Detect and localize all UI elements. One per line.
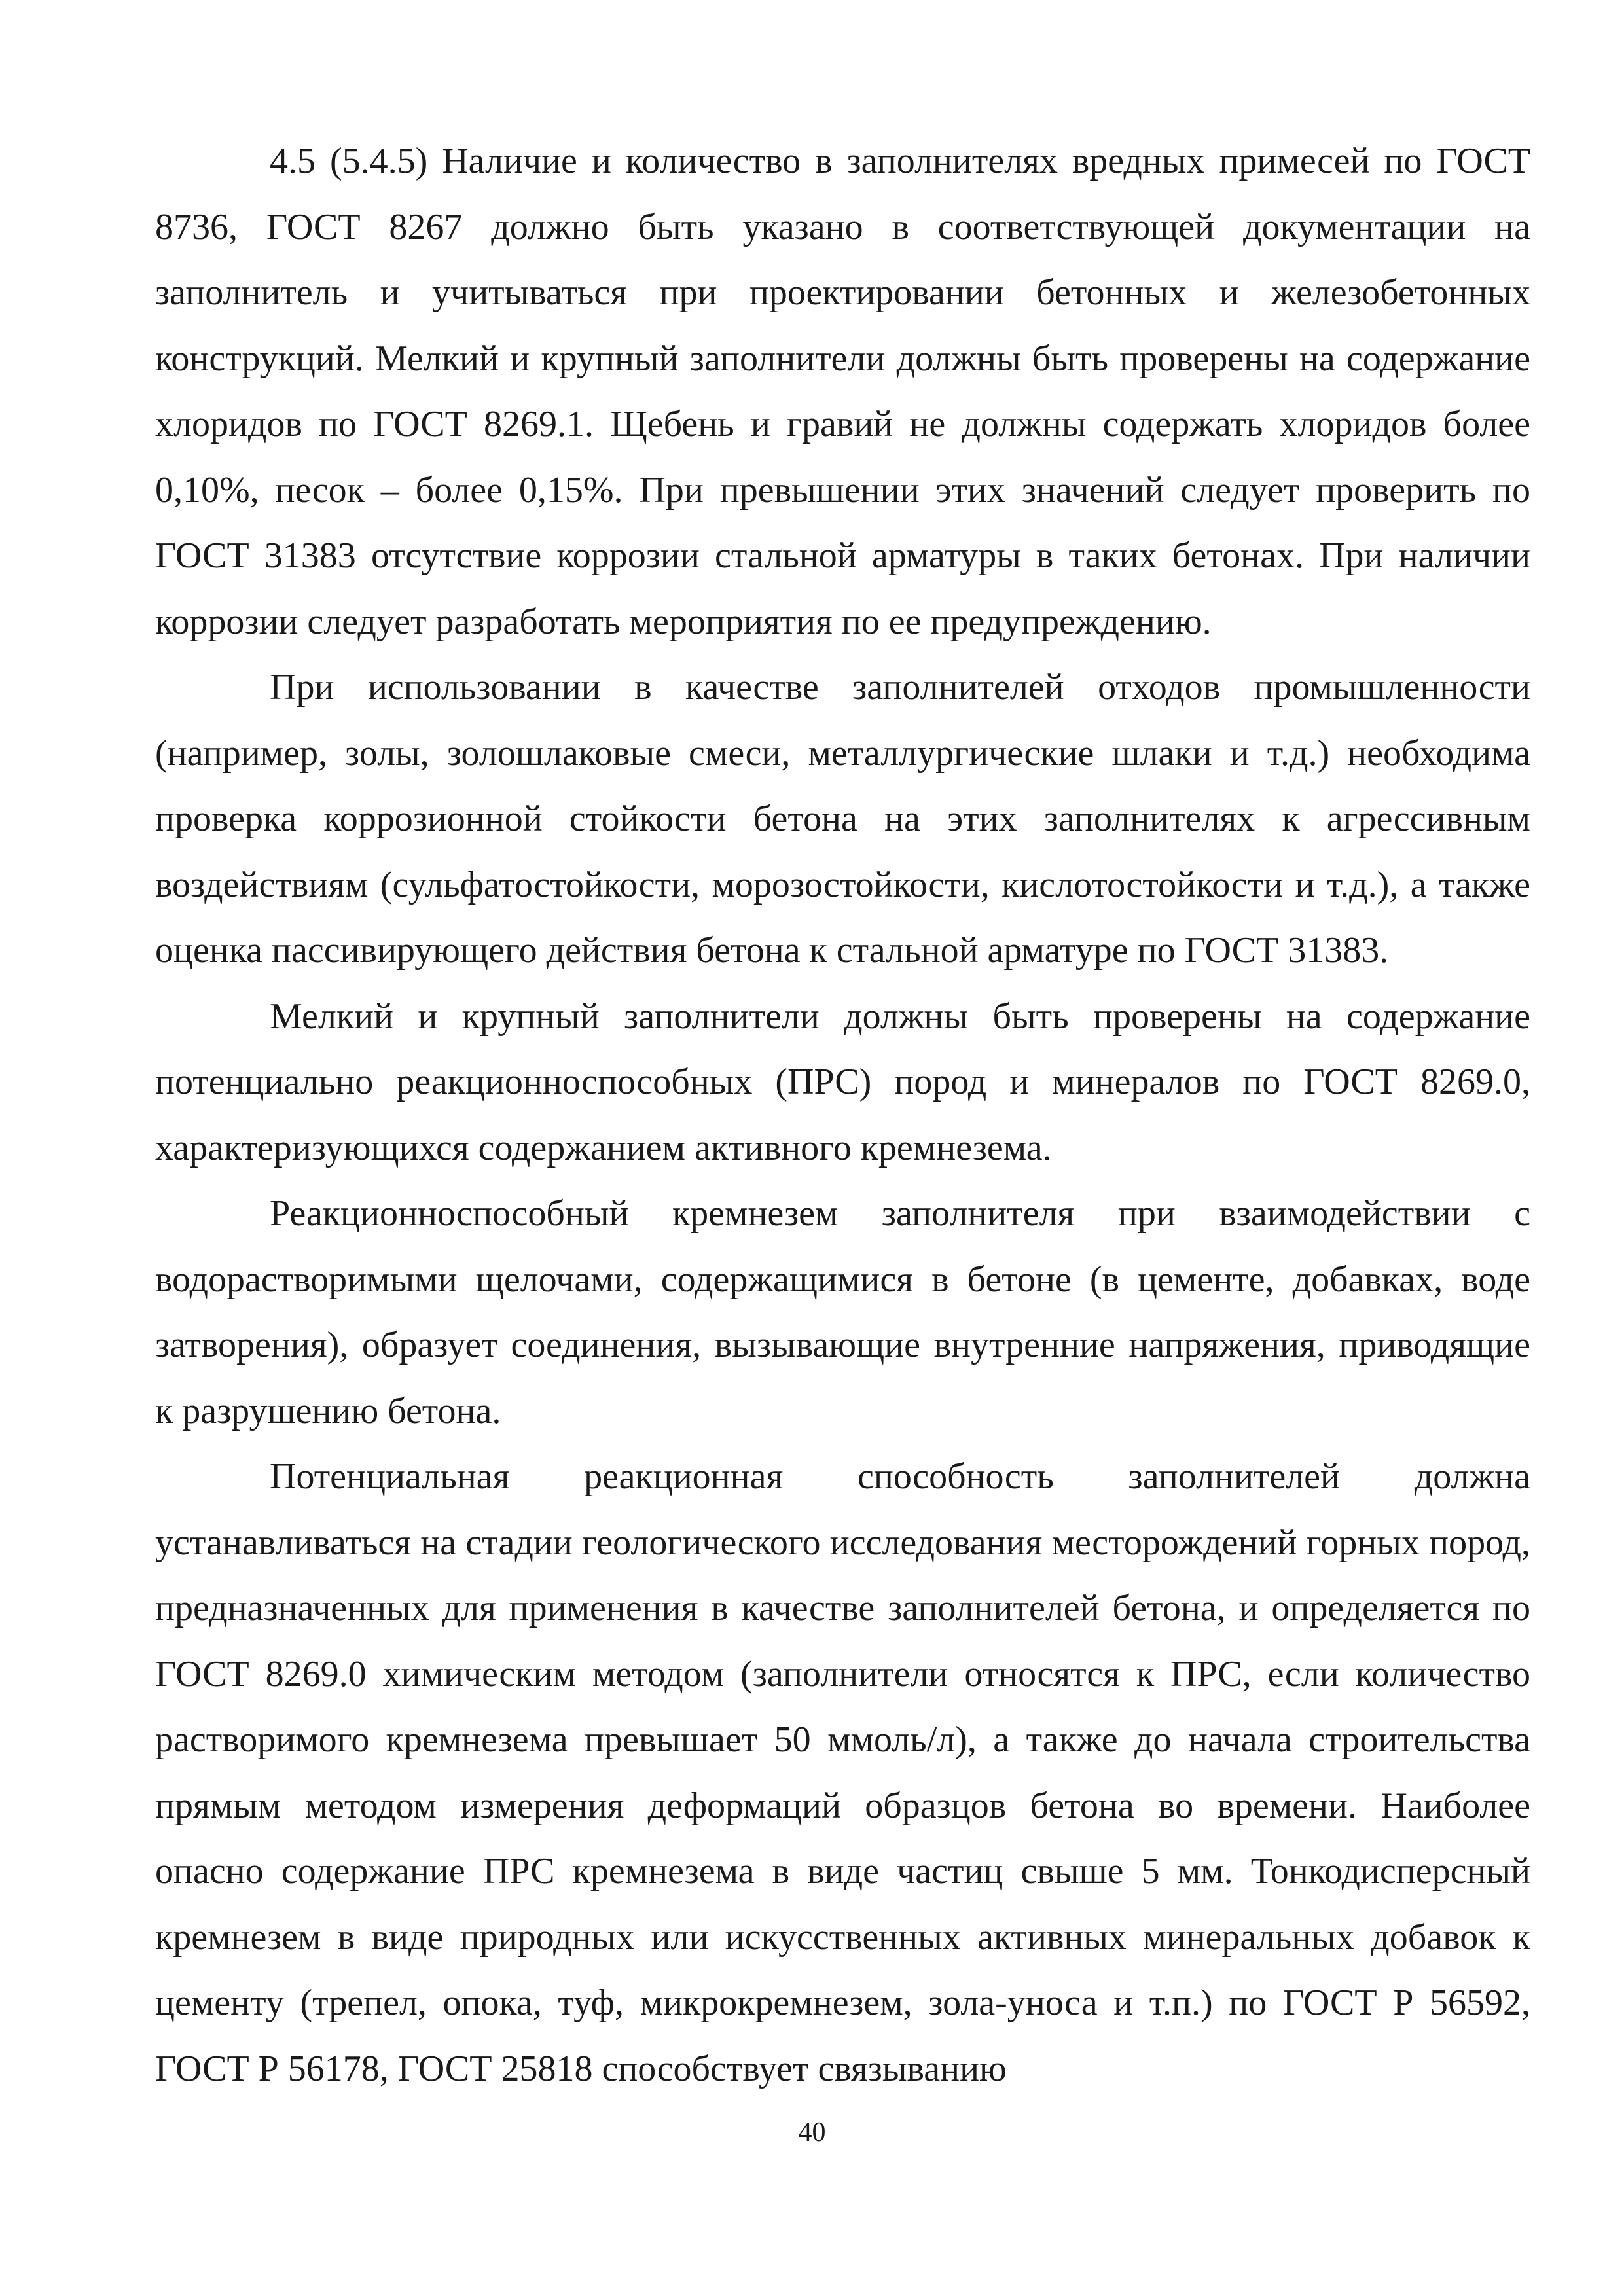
paragraph-4: Реакционноспособный кремнезем заполнителя при взаимодействии с водорастворимыми щелочами, содержащимися в бетоне (в цементе, добавках, воде затворения), образует соединения, вызывающие внутренние напряжения, приводящие к разрушению бетона. [155,1193,1530,1431]
paragraph-5: Потенциальная реакционная способность заполнителей должна устанавливаться на стадии геологического исследования месторождений горных пород, предназначенных для применения в качестве заполнителей бетона, и определяется по ГОСТ 8269.0 химическим методом (заполнители относятся к ПРС, если количество растворимого кремнезема превышает 50 ммоль/л), а также до начала строительства прямым методом измерения деформаций образцов бетона во времени. Наиболее опасно содержание ПРС кремнезема в виде частиц свыше 5 мм. Тонкодисперсный кремнезем в виде природных или искусственных активных минеральных добавок к цементу (трепел, опока, туф, микрокремнезем, зола-уноса и т.п.) по ГОСТ Р 56592, ГОСТ Р 56178, ГОСТ 25818 способствует связыванию [155,1456,1530,2089]
paragraph-2: При использовании в качестве заполнителей отходов промышленности (например, золы, золошлаковые смеси, металлургические шлаки и т.д.) необходима проверка коррозионной стойкости бетона на этих заполнителях к агрессивным воздействиям (сульфатостойкости, морозостойкости, кислотостойкости и т.д.), а также оценка пассивирующего действия бетона к стальной арматуре по ГОСТ 31383. [155,667,1530,971]
paragraph-3: Мелкий и крупный заполнители должны быть проверены на содержание потенциально реакционноспособных (ПРС) пород и минералов по ГОСТ 8269.0, характеризующихся содержанием активного кремнезема. [155,996,1530,1168]
document-body [155,128,1530,2102]
page-number: 40 [798,2117,826,2147]
paragraph-1: 4.5 (5.4.5) Наличие и количество в заполнителях вредных примесей по ГОСТ 8736, ГОСТ 8267 должно быть указано в соответствующей документации на заполнитель и учитываться при проектировании бетонных и железобетонных конструкций. Мелкий и крупный заполнители должны быть проверены на содержание хлоридов по ГОСТ 8269.1. Щебень и гравий не должны содержать хлоридов более 0,10%, песок – более 0,15%. При превышении этих значений следует проверить по ГОСТ 31383 отсутствие коррозии стальной арматуры в таких бетонах. При наличии коррозии следует разработать мероприятия по ее предупреждению. [155,141,1530,642]
